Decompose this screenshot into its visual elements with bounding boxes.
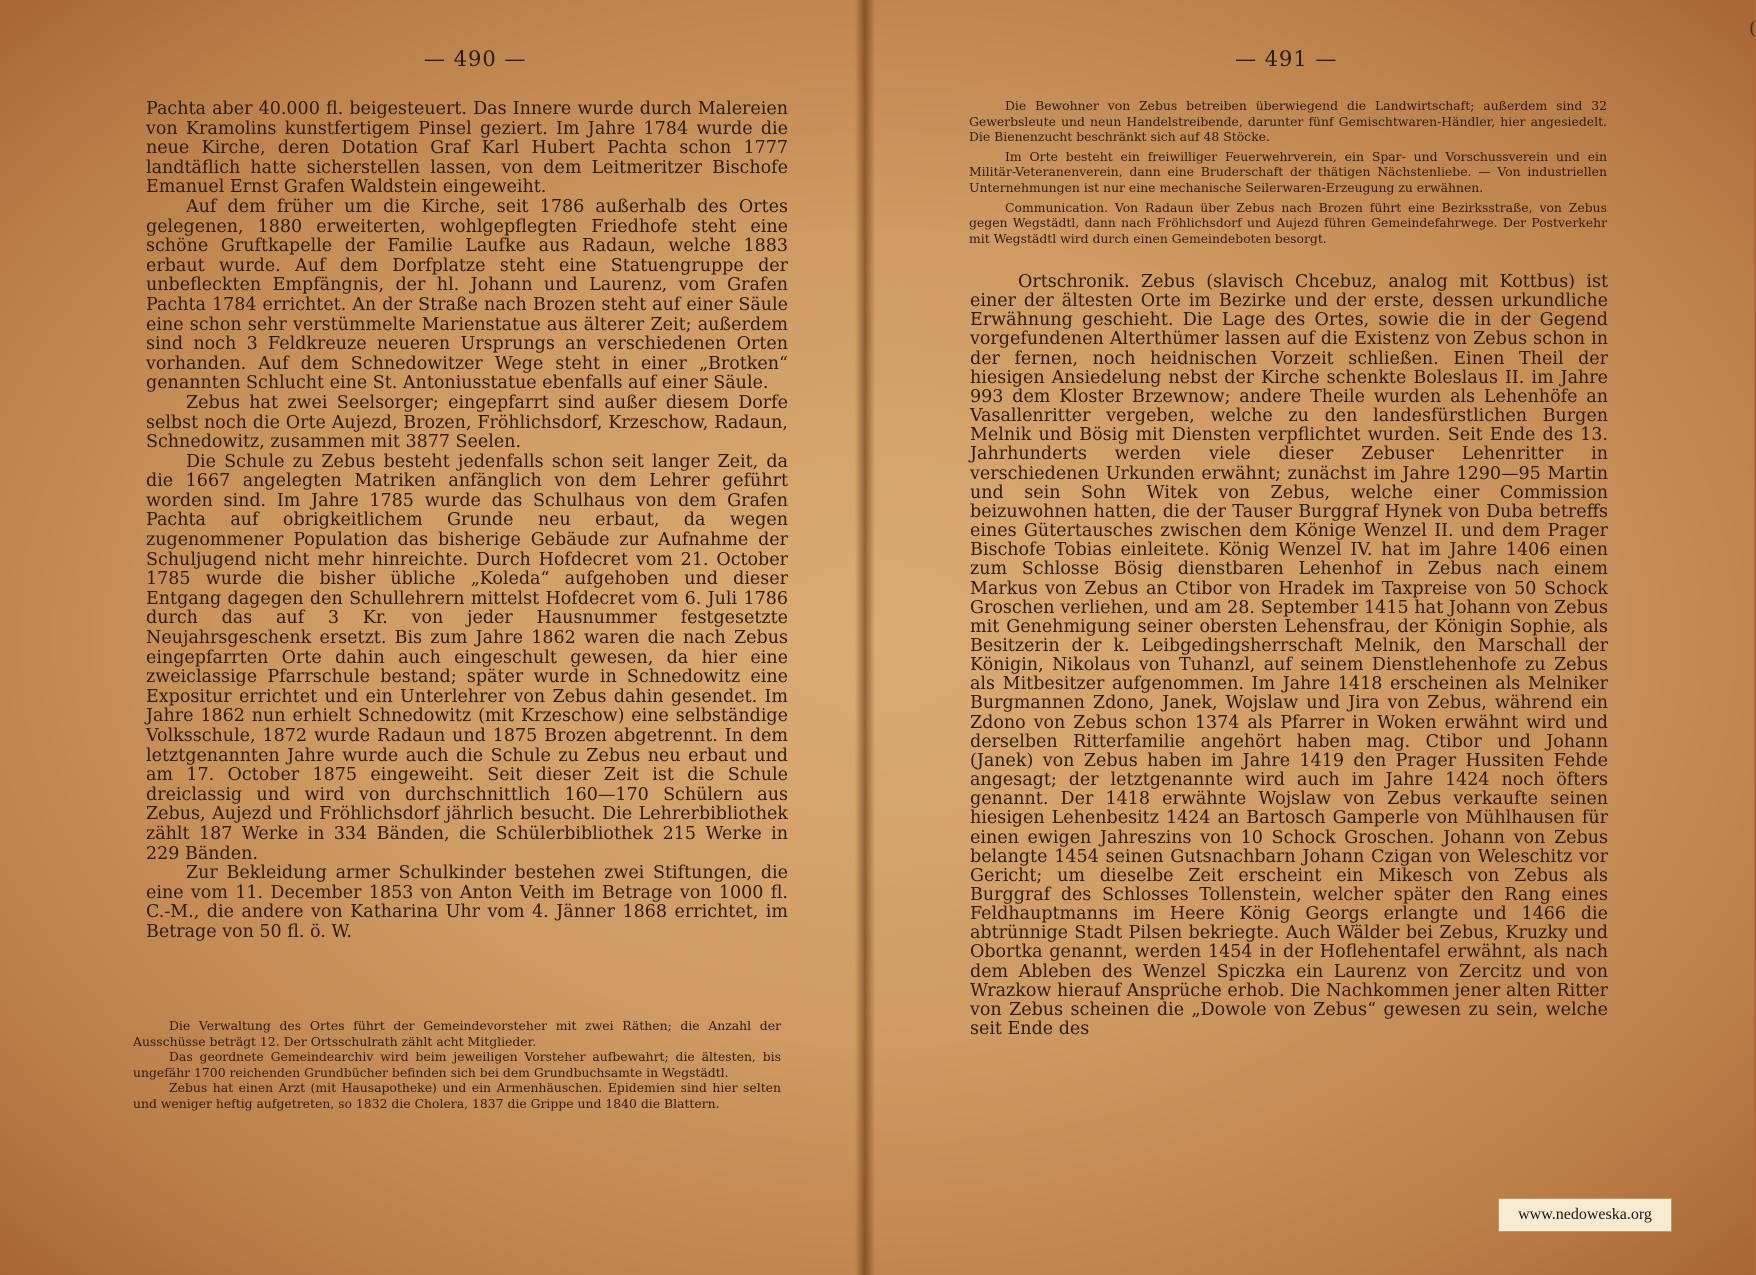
right-note: Im Orte besteht ein freiwilliger Feuerwehrverein, ein Spar- und Vorschussverein und ein Militär-Veteranenverein, dann eine Bruderschaft der thätigen Nächstenliebe. — Von industriellen Unternehmungen ist nur eine mechanische Seilerwaren-Erzeugung zu erwähnen. bbox=[969, 148, 1607, 195]
left-paragraph: Die Schule zu Zebus besteht jedenfalls schon seit langer Zeit, da die 1667 angelegten Matriken anfänglich von dem Lehrer geführt worden sind. Im Jahre 1785 wurde das Schulhaus von dem Grafen Pachta auf obrigkeitlichem Grunde neu erbaut, da wegen zugenommener Population das bisherige Gebäude zur Aufnahme der Schuljugend nicht mehr hinreichte. Durch Hofdecret vom 21. October 1785 wurde die bisher übliche „Koleda“ aufgehoben und dieser Entgang dagegen den Schullehrern mittelst Hofdecret vom 6. Juli 1786 durch das auf 3 Kr. von jeder Hausnummer festgesetzte Neujahrsgeschenk ersetzt. Bis zum Jahre 1862 waren die nach Zebus eingepfarrten Orte dahin auch eingeschult gewesen, da hier eine zweiclassige Pfarrschule bestand; später wurde in Schnedowitz eine Expositur errichtet und ein Unterlehrer von Zebus dahin gesendet. Im Jahre 1862 nun erhielt Schnedowitz (mit Krzeschow) eine selbständige Volksschule, 1872 wurde Radaun und 1875 Brozen abgetrennt. In dem letztgenannten Jahre wurde auch die Schule zu Zebus neu erbaut und am 17. October 1875 eingeweiht. Seit dieser Zeit ist die Schule dreiclassig und wird von durchschnittlich 160—170 Schülern aus Zebus, Aujezd und Fröhlichsdorf jährlich besucht. Die Lehrerbibliothek zählt 187 Werke in 334 Bänden, die Schülerbibliothek 215 Werke in 229 Bänden. bbox=[146, 451, 788, 864]
right-page-body bbox=[970, 273, 1608, 1039]
left-page-body bbox=[146, 100, 788, 943]
chronicle-paragraph: Ortschronik. Zebus (slavisch Chcebuz, analog mit Kottbus) ist einer der ältesten Orte im Bezirke und der erste, dessen urkundliche Erwähnung geschieht. Die Lage des Ortes, sowie die in der Gegend vorgefundenen Alterthümer lassen auf die Existenz von Zebus schon in der fernen, noch heidnischen Vorzeit schließen. Einen Theil der hiesigen Ansiedelung nebst der Kirche schenkte Boleslaus II. im Jahre 993 dem Kloster Brzewnow; andere Theile wurden als Lehenhöfe an Vasallenritter vergeben, welche zu den landesfürstlichen Burgen Melnik und Bösig mit Diensten verpflichtet wurden. Seit Ende des 13. Jahrhunderts werden viele dieser Zebuser Lehenritter in verschiedenen Urkunden erwähnt; zunächst im Jahre 1290—95 Martin und sein Sohn Witek von Zebus, welche einer Commission beizuwohnen hatten, die der Tauser Burggraf Hynek von Duba betreffs eines Gütertausches zwischen dem Könige Wenzel II. und dem Prager Bischofe Tobias einleitete. König Wenzel IV. hat im Jahre 1406 einen zum Schlosse Bösig dienstbaren Lehenhof in Zebus nach einem Markus von Zebus an Ctibor von Hradek im Taxpreise von 50 Schock Groschen verliehen, und am 28. September 1415 hat Johann von Zebus mit Genehmigung seiner obersten Lehensfrau, der Königin Sophie, als Besitzerin der k. Leibgedingsherrschaft Melnik, den Marschall der Königin, Nikolaus von Tuhanzl, auf seinem Dienstlehenhofe zu Zebus als Mitbesitzer aufgenommen. Im Jahre 1418 erscheinen als Melniker Burgmannen Zdono, Janek, Wojslaw und Jira von Zebus, während ein Zdono von Zebus schon 1374 als Pfarrer in Woken erwähnt wird und derselben Ritterfamilie angehört haben mag. Ctibor und Johann (Janek) von Zebus haben im Jahre 1419 den Prager Hussiten Fehde angesagt; der letztgenannte wird auch im Jahre 1424 noch öfters genannt. Der 1418 erwähnte Wojslaw von Zebus verkaufte seinen hiesigen Lehenbesitz 1424 an Bartosch Gamperle von Mühlhausen für einen ewigen Jahreszins von 10 Schock Groschen. Johann von Zebus belangte 1454 seinen Gutsnachbarn Johann Czigan von Weleschitz vor Gericht; um dieselbe Zeit erscheint ein Mikesch von Zebus als Burggraf des Schlosses Tollenstein, welcher später den Rang eines Feldhauptmanns im Heere König Georgs erlangte und 1466 die abtrünnige Stadt Pilsen bekriegte. Auch Wälder bei Zebus, Kruzky und Obortka genannt, werden 1454 in der Hoflehentafel erwähnt, als nach dem Ableben des Wenzel Spiczka ein Laurenz von Zercitz und von Wrazkow hierauf Ansprüche erhob. Die Nachkommen jener alten Ritter von Zebus scheinen die „Dowole von Zebus“ gewesen zu sein, welche seit Ende des bbox=[970, 272, 1608, 1040]
left-page-notes bbox=[133, 1018, 781, 1112]
left-page bbox=[0, 0, 865, 1275]
page-number-left: — 490 — bbox=[424, 47, 527, 71]
page-number-right: — 491 — bbox=[1235, 47, 1338, 71]
margin-mark: ( bbox=[1749, 18, 1756, 39]
left-paragraph: Zur Bekleidung armer Schulkinder bestehen zwei Stiftungen, die eine vom 11. December 1853 von Anton Veith im Betrage von 1000 fl. C.-M., die andere von Katharina Uhr vom 4. Jänner 1868 errichtet, im Betrage von 50 fl. ö. W. bbox=[146, 863, 788, 942]
left-note: Das geordnete Gemeindearchiv wird beim jeweiligen Vorsteher aufbewahrt; die ältesten, bis ungefähr 1700 reichenden Grundbücher befinden sich bei dem Grundbuchsamte in Wegstädtl. bbox=[133, 1049, 781, 1080]
left-paragraph: Zebus hat zwei Seelsorger; eingepfarrt sind außer diesem Dorfe selbst noch die Orte Aujezd, Brozen, Fröhlichsdorf, Krzeschow, Radaun, Schnedowitz, zusammen mit 3877 Seelen. bbox=[146, 392, 788, 453]
left-note: Zebus hat einen Arzt (mit Hausapotheke) und ein Armenhäuschen. Epidemien sind hier selten und weniger heftig aufgetreten, so 1832 die Cholera, 1837 die Grippe und 1840 die Blattern. bbox=[133, 1080, 781, 1111]
left-note: Die Verwaltung des Ortes führt der Gemeindevorsteher mit zwei Räthen; die Anzahl der Ausschüsse beträgt 12. Der Ortsschulrath zählt acht Mitglieder. bbox=[133, 1018, 781, 1049]
right-note: Die Bewohner von Zebus betreiben überwiegend die Landwirtschaft; außerdem sind 32 Gewerbsleute und neun Handelstreibende, darunter fünf Gemischtwaren-Händler, hier angesiedelt. Die Bienenzucht beschränkt sich auf 48 Stöcke. bbox=[969, 98, 1607, 145]
watermark-stamp: www.nedoweska.org bbox=[1498, 1198, 1672, 1232]
right-page-notes bbox=[969, 98, 1607, 246]
left-paragraph: Pachta aber 40.000 fl. beigesteuert. Das Innere wurde durch Malereien von Kramolins kunstfertigem Pinsel geziert. Im Jahre 1784 wurde die neue Kirche, deren Dotation Graf Karl Hubert Pachta schon 1777 landtäflich hatte sicherstellen lassen, von dem Leitmeritzer Bischofe Emanuel Ernst Grafen Waldstein eingeweiht. bbox=[146, 99, 788, 198]
left-paragraph: Auf dem früher um die Kirche, seit 1786 außerhalb des Ortes gelegenen, 1880 erweiterten, wohlgepflegten Friedhofe steht eine schöne Gruftkapelle der Familie Laufke aus Radaun, welche 1883 erbaut wurde. Auf dem Dorfplatze steht eine Statuengruppe der unbefleckten Empfängnis, der hl. Johann und Laurenz, vom Grafen Pachta 1784 errichtet. An der Straße nach Brozen steht auf einer Säule eine schon sehr verstümmelte Marienstatue aus älterer Zeit; außerdem sind noch 3 Feldkreuze neueren Ursprungs an verschiedenen Orten vorhanden. Auf dem Schnedowitzer Wege steht in einer „Brotken“ genannten Schlucht eine St. Antoniusstatue ebenfalls auf einer Säule. bbox=[146, 196, 788, 394]
right-page bbox=[865, 0, 1754, 1275]
right-note: Communication. Von Radaun über Zebus nach Brozen führt eine Bezirksstraße, von Zebus gegen Wegstädtl, dann nach Fröhlichsdorf und Aujezd führen Gemeindefahrwege. Der Postverkehr mit Wegstädtl wird durch einen Gemeindeboten besorgt. bbox=[969, 199, 1607, 246]
